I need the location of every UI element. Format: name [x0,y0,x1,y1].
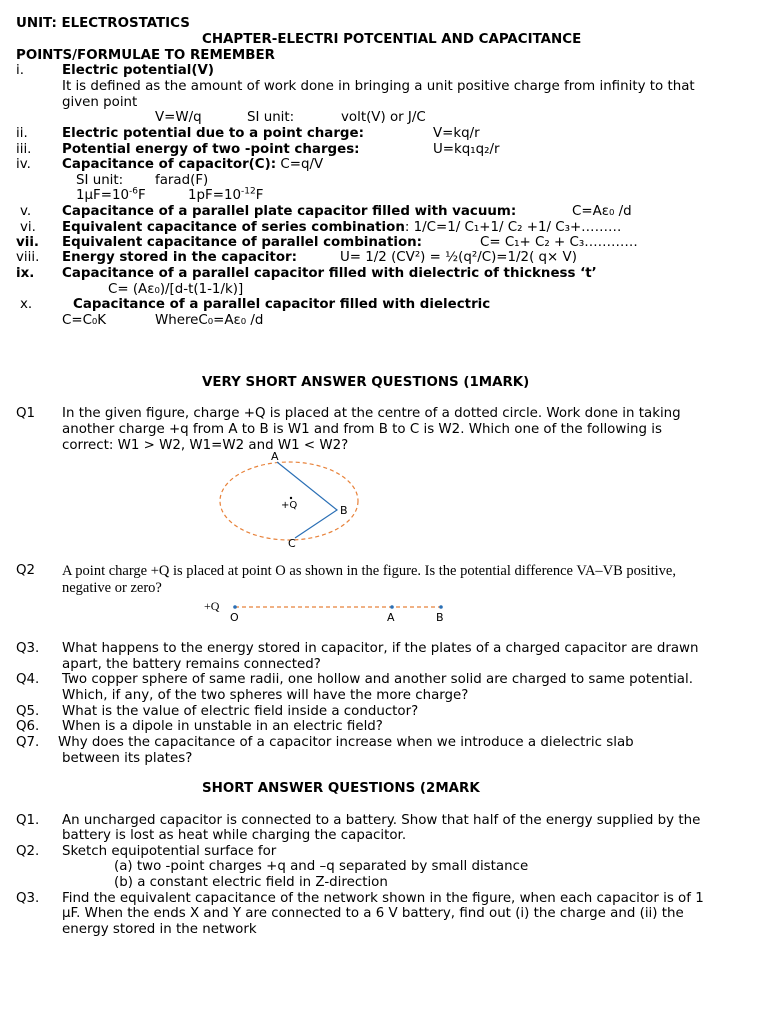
formula-title: Capacitance of a parallel capacitor filled with dielectric of thickness ‘t’ [62,266,597,281]
formula-title: Capacitance of a parallel plate capacitor filled with vacuum: [62,204,517,219]
charge-label: +Q [204,599,220,613]
point-label-a: A [387,611,395,624]
question-num: Q2. [16,844,40,859]
formula-title: Electric potential due to a point charge: [62,126,364,141]
chapter-title: CHAPTER-ELECTRI POTCENTIAL AND CAPACITANCE [202,32,582,47]
question-num: Q7. [16,735,40,750]
question-text: What is the value of electric field inside a conductor? [62,704,419,719]
vsa-heading: VERY SHORT ANSWER QUESTIONS (1MARK) [202,375,530,390]
point-a-dot [390,605,394,609]
question-text: Which, if any, of the two spheres will have the more charge? [62,688,469,703]
question-text: battery is lost as heat while charging the capacitor. [62,828,407,843]
formula-expr: V=kq/r [433,126,480,141]
question-text: correct: W1 > W2, W1=W2 and W1 < W2? [62,438,349,453]
formula-title: Electric potential(V) [62,63,214,78]
question-text: Two copper sphere of same radii, one hollow and another solid are charged to same potential. [62,672,693,687]
question-text: What happens to the energy stored in capacitor, if the plates of a charged capacitor are drawn [62,641,699,656]
formula-desc: given point [62,95,138,110]
question-num: Q1. [16,813,40,828]
formula-num: vi. [20,220,36,235]
question-text: In the given figure, charge +Q is placed at the centre of a dotted circle. Work done in taking [62,406,681,421]
formula-num: i. [16,63,24,78]
micro-farad: $1\mu F=10^{-6}F$ [76,186,146,203]
question-text: Find the equivalent capacitance of the network shown in the figure, when each capacitor is of 1 [62,891,704,906]
question-text: μF. When the ends X and Y are connected to a 6 V battery, find out (i) the charge and (ii) the [62,906,684,921]
charge-dot [290,497,292,499]
formula-num: ii. [16,126,28,141]
formula-desc: It is defined as the amount of work done in bringing a unit positive charge from infinity to that [62,79,695,94]
question-subpart: (b) a constant electric field in Z-direction [114,875,388,890]
formula-expr: C= (Aε₀)/[d-t(1-1/k)] [108,282,244,297]
question-subpart: (a) two -point charges +q and –q separated by small distance [114,859,529,874]
point-label-c: C [288,537,296,550]
question-num: Q3. [16,641,40,656]
formula-title: Equivalent capacitance of series combination [62,220,405,235]
formula-line [62,157,323,173]
formula-title: Capacitance of a parallel capacitor filled with dielectric [73,297,491,312]
formula-expr: C=Aε₀ /d [572,204,632,219]
formula-num: iii. [16,142,32,157]
question-num: Q4. [16,672,40,687]
pico-farad: $1pF=10^{-12}F$ [188,186,264,203]
formula-si-label: SI unit: [247,110,295,125]
formula-expr: U=kq₁q₂/r [433,142,500,157]
formula-num: vii. [16,235,39,250]
question-text: between its plates? [62,751,193,766]
question-num: Q5. [16,704,40,719]
point-o-dot [233,605,237,609]
formula-expr: C= C₁+ C₂ + C₃………… [480,235,638,250]
formula-expr: C=C₀K [62,313,107,328]
point-label-o: O [230,611,239,624]
question-text: energy stored in the network [62,922,257,937]
unit-title: UNIT: ELECTROSTATICS [16,16,190,31]
formula-num: iv. [16,157,31,172]
question-num: Q1 [16,406,36,421]
question-text: apart, the battery remains connected? [62,657,321,672]
formula-si-unit: volt(V) or J/C [341,110,426,125]
question-text: A point charge +Q is placed at point O as shown in the figure. Is the potential difference VA–VB positive, [62,563,676,579]
question-text: negative or zero? [62,580,162,596]
formula-num: x. [20,297,33,312]
formula-expr: C=q/V [280,157,324,172]
question-text: Why does the capacitance of a capacitor increase when we introduce a dielectric slab [58,735,634,750]
formula-expr: U= 1/2 (CV²) = ½(q²/C)=1/2( q× V) [340,250,577,265]
question-text: another charge +q from A to B is W1 and from B to C is W2. Which one of the following is [62,422,662,437]
formula-num: viii. [16,250,40,265]
charge-label: +Q [281,500,298,511]
line-figure [200,596,450,626]
point-label-b: B [340,504,348,517]
circle-figure [205,448,380,550]
points-heading: POINTS/FORMULAE TO REMEMBER [16,48,275,63]
point-b-dot [439,605,443,609]
question-num: Q2 [16,563,36,578]
point-label-b: B [436,611,444,624]
formula-title: Potential energy of two -point charges: [62,142,360,157]
formula-num: ix. [16,266,35,281]
question-text: Sketch equipotential surface for [62,844,277,859]
formula-title: Capacitance of capacitor(C): [62,157,277,172]
sa-heading: SHORT ANSWER QUESTIONS (2MARK [202,781,480,796]
question-text: When is a dipole in unstable in an electric field? [62,719,383,734]
formula-si-label: SI unit: [76,173,124,188]
point-label-a: A [271,450,279,463]
question-text: An uncharged capacitor is connected to a battery. Show that half of the energy supplied by the [62,813,701,828]
question-num: Q3. [16,891,40,906]
formula-line [62,220,621,236]
question-num: Q6. [16,719,40,734]
formula-title: Equivalent capacitance of parallel combination: [62,235,423,250]
formula-title: Energy stored in the capacitor: [62,250,297,265]
formula-expr: : 1/C=1/ C₁+1/ C₂ +1/ C₃+……… [404,220,622,235]
formula-expr: V=W/q [155,110,202,125]
formula-num: v. [20,204,32,219]
formula-expr: WhereC₀=Aε₀ /d [155,313,264,328]
formula-si-unit: farad(F) [155,173,209,188]
